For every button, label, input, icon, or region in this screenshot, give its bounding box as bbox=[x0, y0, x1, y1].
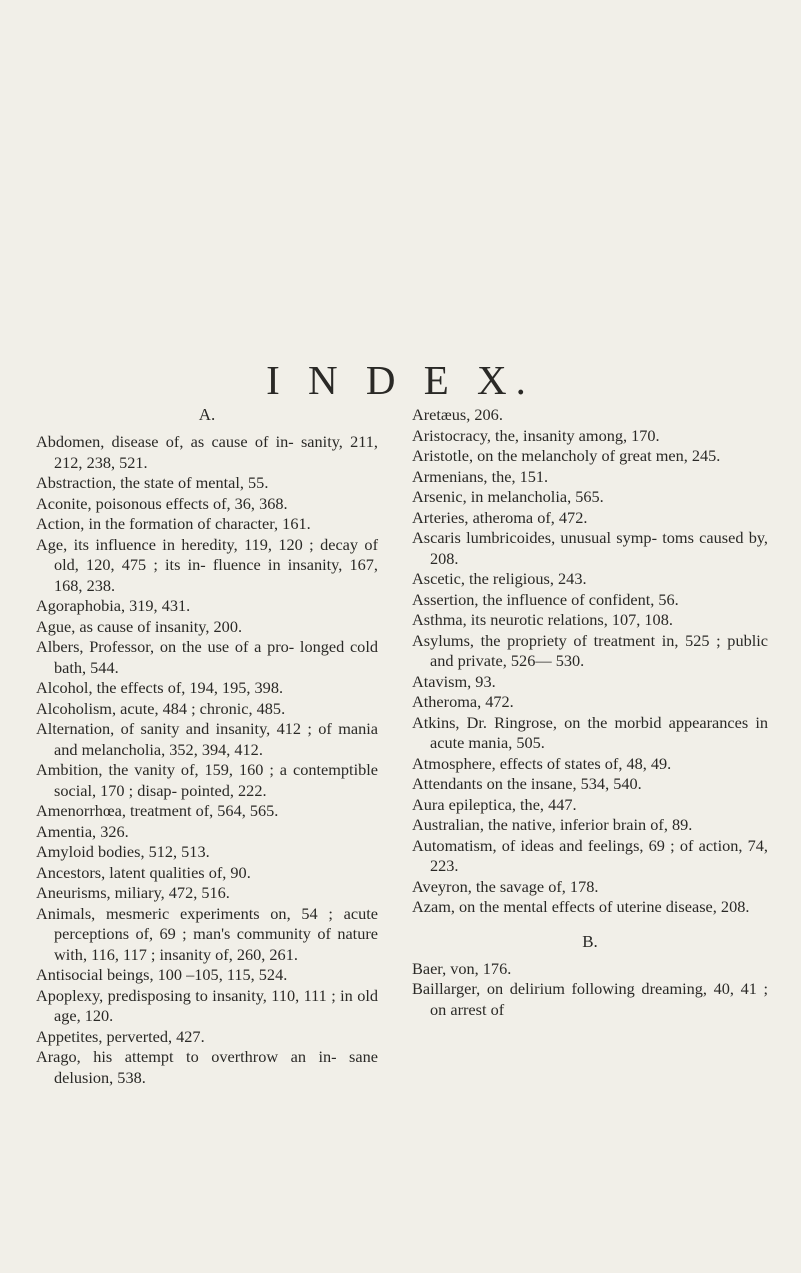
index-column-left bbox=[36, 405, 378, 1088]
index-entry: Antisocial beings, 100 –105, 115, 524. bbox=[36, 965, 288, 984]
section-letter-a: A. bbox=[198, 405, 216, 424]
index-entry: Albers, Professor, on the use of a pro- longed cold bath, 544. bbox=[36, 637, 378, 677]
index-entry: Alcoholism, acute, 484 ; chronic, 485. bbox=[36, 698, 286, 718]
index-entry: Ascetic, the religious, 243. bbox=[412, 569, 587, 588]
index-column-right bbox=[412, 405, 768, 1020]
index-entry: Atmosphere, effects of states of, 48, 49. bbox=[412, 753, 672, 773]
index-entry: Abdomen, disease of, as cause of in- sanity, 211, 212, 238, 521. bbox=[36, 432, 378, 472]
index-entry: Asylums, the propriety of treatment in, 525 ; public and private, 526— 530. bbox=[412, 630, 768, 670]
index-entry: Abstraction, the state of mental, 55. bbox=[36, 473, 269, 492]
index-entry: Aconite, poisonous effects of, 36, 368. bbox=[36, 493, 288, 513]
index-entry: Attendants on the insane, 534, 540. bbox=[412, 774, 642, 793]
index-entry: Baer, von, 176. bbox=[412, 958, 512, 978]
index-entry: Age, its influence in heredity, 119, 120 ; decay of old, 120, 475 ; its in- fluence in insanity, 167, 168, 238. bbox=[36, 534, 378, 595]
index-entry: Automatism, of ideas and feelings, 69 ; of action, 74, 223. bbox=[412, 835, 768, 875]
index-entry: Aveyron, the savage of, 178. bbox=[412, 876, 599, 896]
index-entry: Atheroma, 472. bbox=[412, 692, 514, 711]
index-entry: Arsenic, in melancholia, 565. bbox=[412, 487, 604, 506]
index-entry: Ambition, the vanity of, 159, 160 ; a contemptible social, 170 ; disap- pointed, 222. bbox=[36, 760, 378, 800]
index-entry: Animals, mesmeric experiments on, 54 ; acute perceptions of, 69 ; man's community of nature with, 116, 117 ; insanity of, 260, 261. bbox=[36, 903, 378, 964]
index-entry: Alcohol, the effects of, 194, 195, 398. bbox=[36, 678, 284, 697]
index-entry: Arteries, atheroma of, 472. bbox=[412, 507, 588, 527]
index-entry: Amyloid bodies, 512, 513. bbox=[36, 842, 210, 861]
index-title: I N D E X. bbox=[266, 357, 535, 403]
index-entry: Ascaris lumbricoides, unusual symp- toms caused by, 208. bbox=[412, 528, 768, 568]
index-entry: Aristocracy, the, insanity among, 170. bbox=[412, 425, 660, 445]
index-entry: Aretæus, 206. bbox=[412, 405, 503, 424]
index-entry: Atkins, Dr. Ringrose, on the morbid appearances in acute mania, 505. bbox=[412, 712, 768, 752]
index-entry: Aristotle, on the melancholy of great men, 245. bbox=[412, 446, 721, 465]
index-entry: Aura epileptica, the, 447. bbox=[412, 794, 577, 814]
index-entry: Australian, the native, inferior brain of, 89. bbox=[412, 815, 693, 834]
index-entry: Asthma, its neurotic relations, 107, 108. bbox=[412, 610, 673, 629]
left-entry-list bbox=[36, 432, 378, 1088]
index-entry: Amenorrhœa, treatment of, 564, 565. bbox=[36, 801, 279, 820]
index-entry: Amentia, 326. bbox=[36, 821, 129, 841]
section-letter-b: B. bbox=[582, 931, 598, 951]
index-entry: Action, in the formation of character, 161. bbox=[36, 514, 311, 533]
index-entry: Baillarger, on delirium following dreaming, 40, 41 ; on arrest of bbox=[412, 979, 768, 1019]
index-entry: Aneurisms, miliary, 472, 516. bbox=[36, 883, 230, 902]
index-entry: Ancestors, latent qualities of, 90. bbox=[36, 862, 251, 882]
right-entry-list-b bbox=[412, 959, 768, 1021]
index-entry: Atavism, 93. bbox=[412, 671, 496, 691]
index-entry: Arago, his attempt to overthrow an in- sane delusion, 538. bbox=[36, 1047, 378, 1087]
index-entry: Assertion, the influence of confident, 56. bbox=[412, 589, 679, 609]
index-entry: Apoplexy, predisposing to insanity, 110, 111 ; in old age, 120. bbox=[36, 985, 378, 1025]
index-entry: Alternation, of sanity and insanity, 412 ; of mania and melancholia, 352, 394, 412. bbox=[36, 719, 378, 759]
index-entry: Agoraphobia, 319, 431. bbox=[36, 596, 191, 615]
index-entry: Armenians, the, 151. bbox=[412, 466, 549, 486]
index-entry: Azam, on the mental effects of uterine disease, 208. bbox=[412, 897, 750, 916]
index-entry: Appetites, perverted, 427. bbox=[36, 1026, 205, 1046]
index-entry: Ague, as cause of insanity, 200. bbox=[36, 616, 243, 636]
right-entry-list-a bbox=[412, 405, 768, 918]
